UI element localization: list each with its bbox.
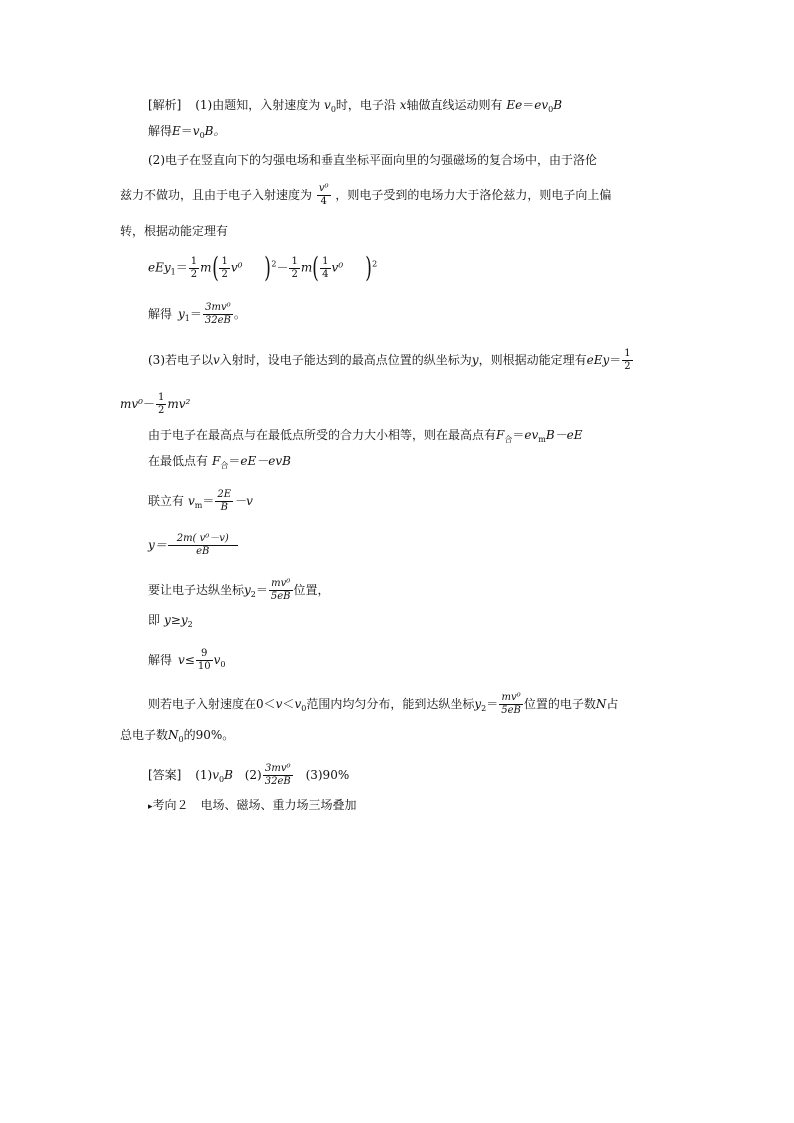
analysis-line-2: 解得$E=v_0B$。 [148,124,226,140]
y-expression: y＝ $\frac{\text{2m( v⁰－v)}}{eB}$ [148,533,239,558]
analysis-tag: [解析] [148,98,182,112]
analysis-p5: 在最低点有 $F_合=eE-evB$ [148,454,291,470]
fraction-v0-over-4: $\frac{\text{v⁰}}{4}$ [318,183,329,207]
analysis-line-1: [解析] (1)由题知，入射速度为 $v_0$时，电子沿 x轴做直线运动则有 $Ee=ev_0B$ [148,98,563,114]
analysis-p2-line-3: 转，根据动能定理有 [120,224,229,238]
analysis-p7: 要让电子达纵坐标$y_2=$ $\frac{\text{mv⁰}}{5eB}$ 位置， [148,578,330,602]
section-heading: ▸考向２ 电场、磁场、重力场三场叠加 [148,798,357,812]
answer-tag: [答案] [148,768,182,782]
combined-vm: 联立有 $v_m=$ $\frac{2E}{B}$ －v [148,489,253,513]
analysis-p2-line-2: 兹力不做功，且由于电子入射速度为 $\frac{\text{v⁰}}{4}$ ，则电子受到的电场力大于洛伦兹力，则电子向上偏 [120,183,612,207]
answer-line: [答案] $(1)v_0B$ (2) $\frac{\text{3mv⁰}}{32eB}$ (3)90% [148,763,350,787]
analysis-p8: 即 $y\ge y_2$ [148,613,193,629]
solution-y1: 解得 $y_1=$ $\frac{\text{3mv⁰}}{32eB}$ 。 [148,302,246,326]
analysis-p10: 总电子数$N_0$的90%。 [120,728,235,744]
energy-equation-1: eEy$_1$＝ $\frac{1}{2}$ m( $\frac{1}{2}$ v⁰ )$^2$－ $\frac{1}{2}$ m( $\frac{1}{4}$ v⁰ )$^2$ [148,251,378,284]
triangle-marker-icon: ▸ [148,802,153,812]
solution-v: 解得 v≤ $\frac{9}{10}$ $v_0$ [148,648,226,672]
analysis-p3-line-1: (3)若电子以v入射时，设电子能达到的最高点位置的纵坐标为y，则根据动能定理有eEy＝ $\frac{1}{2}$ [148,348,631,372]
analysis-p2-line-1: (2)电子在竖直向下的匀强电场和垂直坐标平面向里的匀强磁场的复合场中，由于洛伦 [148,153,598,167]
analysis-p3-line-2: mv⁰－ $\frac{1}{2}$ mv² [120,392,191,416]
analysis-p9: 则若电子入射速度在$0<v<v_0$范围内均匀分布，能到达纵坐标$y_2=$ $\frac{\text{mv⁰}}{5eB}$ 位置的电子数N占 [148,692,619,716]
analysis-p4: 由于电子在最高点与在最低点所受的合力大小相等，则在最高点有$F_合=ev_mB-eE$ [148,428,583,444]
